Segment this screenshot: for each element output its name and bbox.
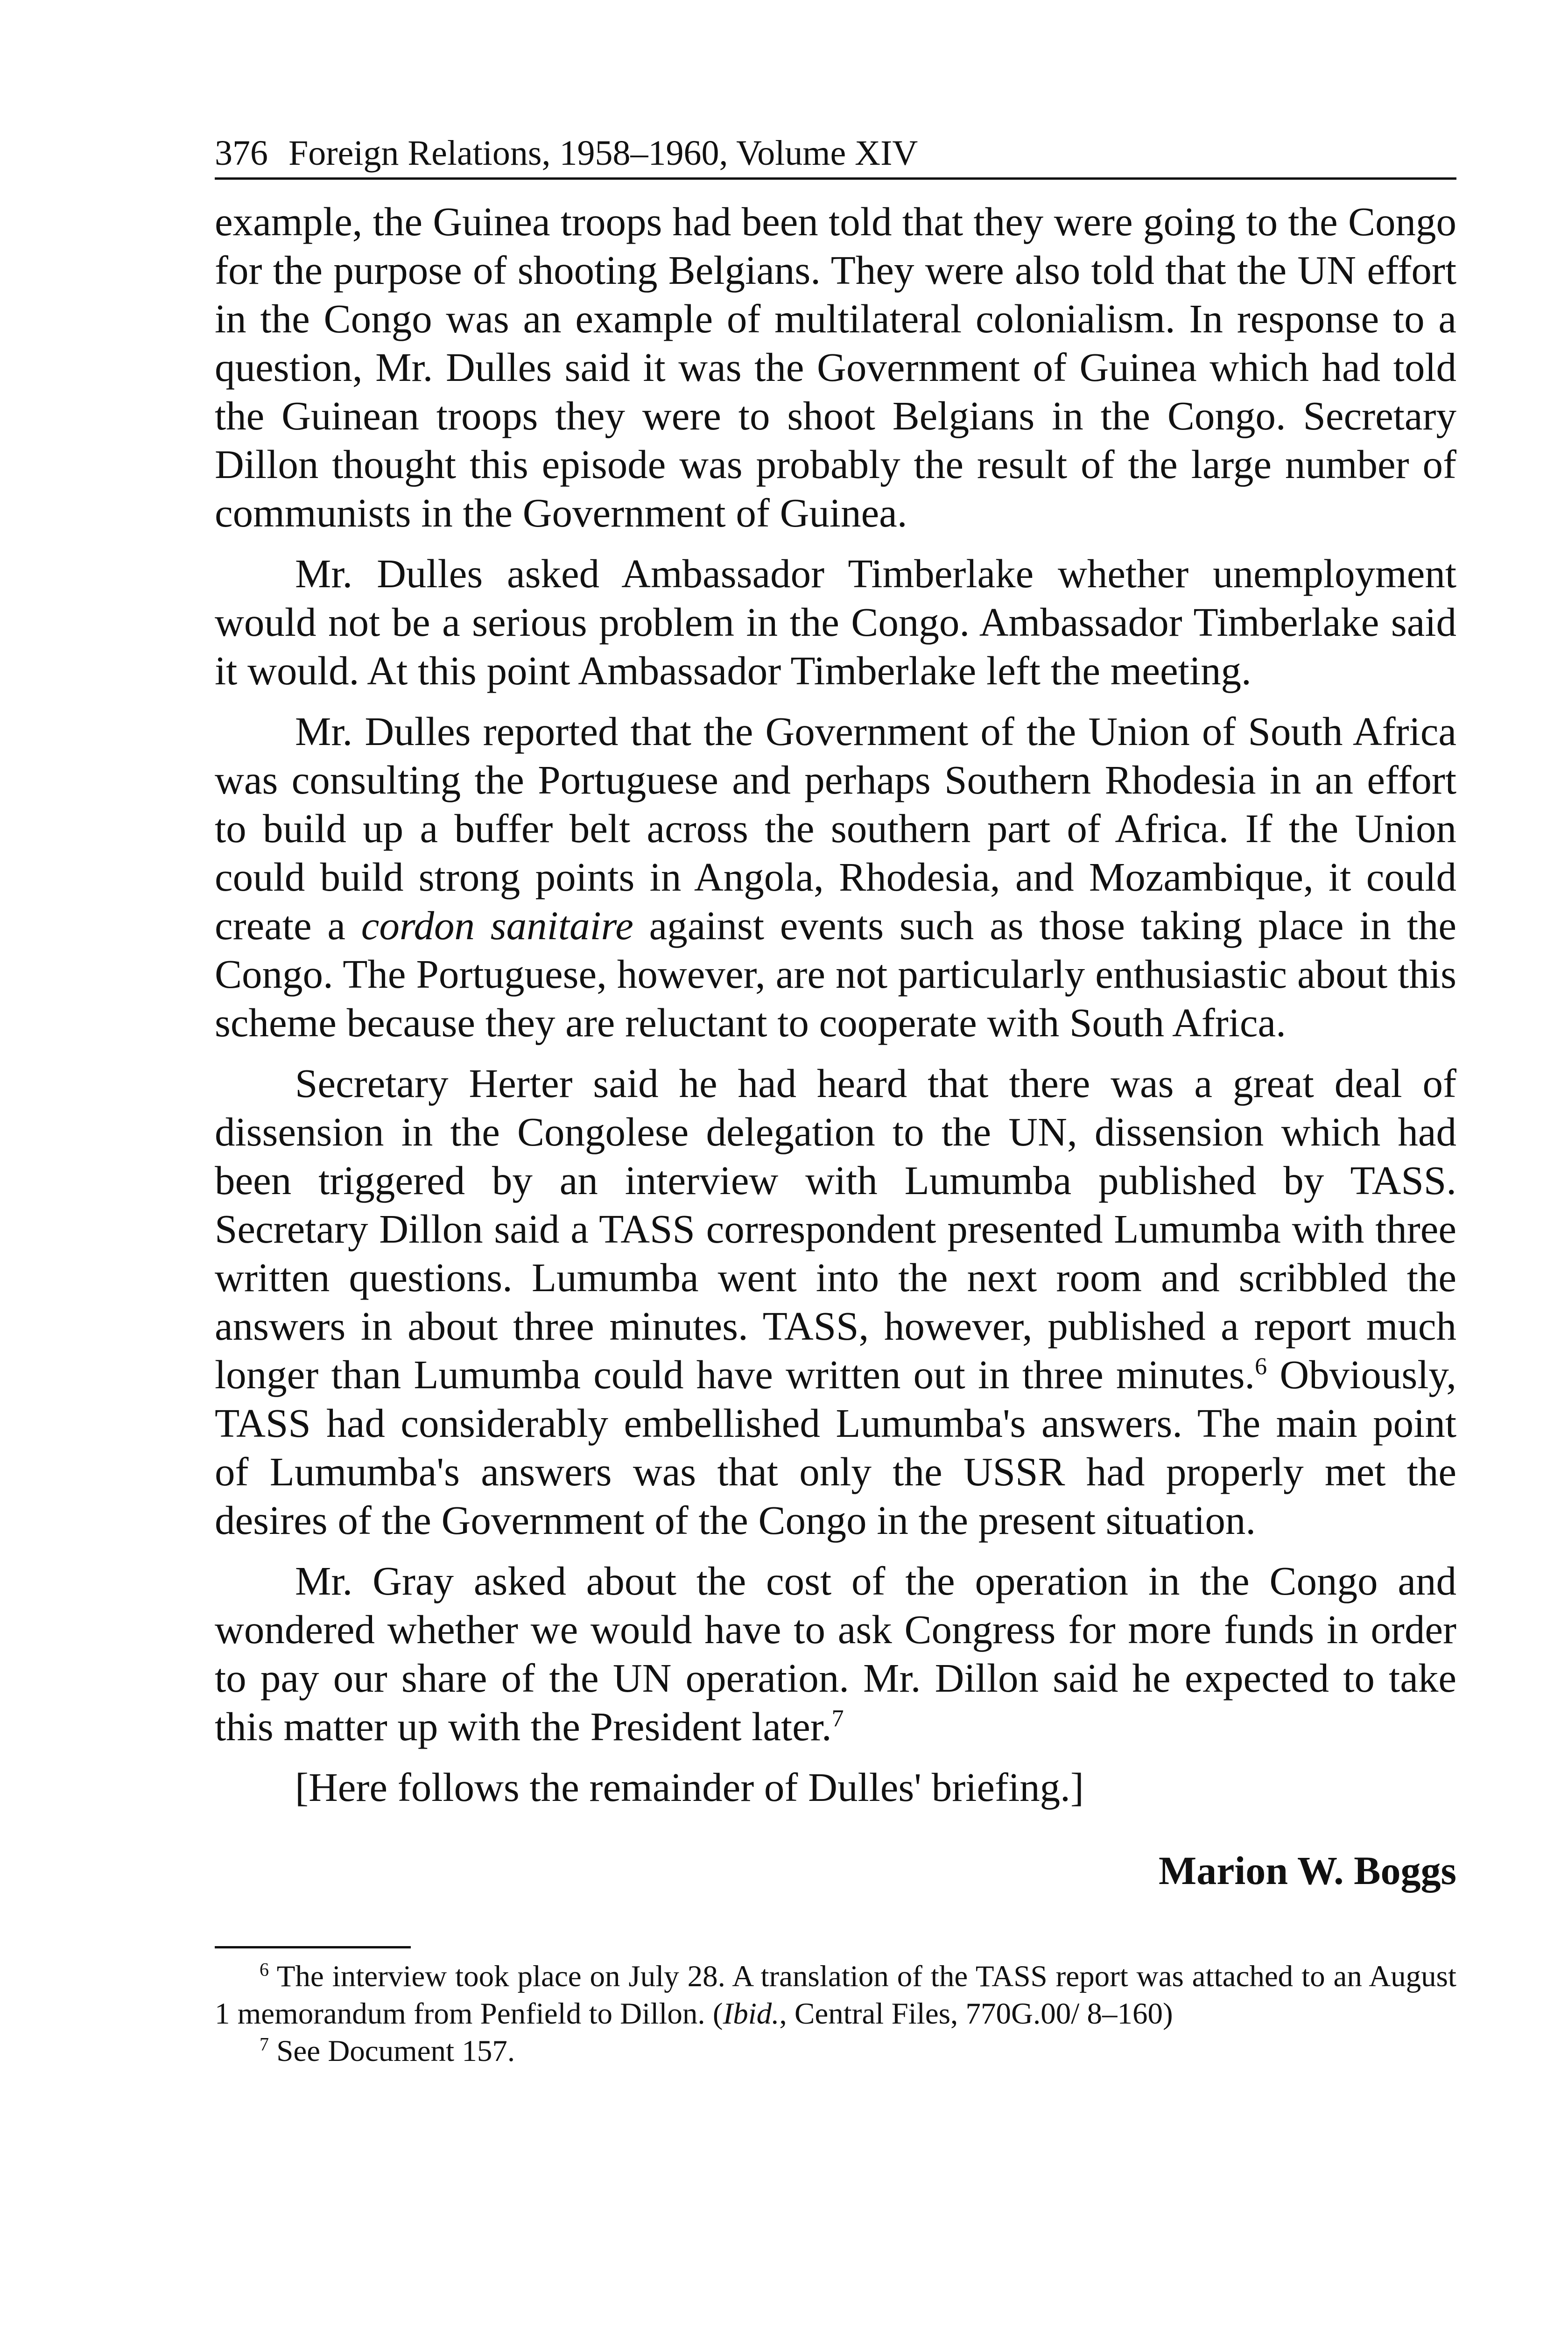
- paragraph-5-text: Mr. Gray asked about the cost of the operation in the Congo and wondered whether we would have to ask Congress for more funds in order to pay our share of the UN operation. Mr. Dillon said he expected to take this matter up with the President later.: [215, 1558, 1456, 1749]
- paragraph-3-emphasis: cordon sanitaire: [361, 903, 633, 948]
- footnote-7: [215, 2032, 1456, 2070]
- page-number: 376: [215, 134, 268, 173]
- footnote-ref-6[interactable]: 6: [1255, 1353, 1267, 1380]
- document-page: [215, 135, 1456, 2070]
- paragraph-1: example, the Guinea troops had been told that they were going to the Congo for the purpose of shooting Belgians. They were also told that the UN effort in the Congo was an example of multilateral colonialism. In response to a question, Mr. Dulles said it was the Government of Guinea which had told the Guinean troops they were to shoot Belgians in the Congo. Secretary Dillon thought this episode was probably the result of the large number of communists in the Government of Guinea.: [215, 199, 1456, 535]
- footnotes: [215, 1958, 1456, 2070]
- footnote-6-ibid: Ibid.: [723, 1997, 780, 2031]
- paragraph-5: [215, 1557, 1456, 1751]
- footnote-6-mark: 6: [260, 1959, 269, 1980]
- footnote-divider: [215, 1946, 411, 1948]
- paragraph-3-text-a: Mr. Dulles reported that the Government of the Union of South Africa was consulting the Portuguese and perhaps Southern Rhodesia in an effort to build up a buffer belt across the southern part of Africa. If the Union could build strong points in Angola, Rhodesia, and Mozambique, it could create a: [215, 709, 1456, 948]
- paragraph-4: [215, 1059, 1456, 1545]
- paragraph-2: Mr. Dulles asked Ambassador Timberlake whether unemployment would not be a serious problem in the Congo. Ambassador Timberlake said it would. At this point Ambassador Timberlake left the meeting.: [215, 551, 1456, 693]
- paragraph-4-text-b: Obviously, TASS had considerably embellished Lumumba's answers. The main point of Lumumba's answers was that only the USSR had properly met the desires of the Government of the Congo in the present situation.: [215, 1352, 1456, 1543]
- running-title: Foreign Relations, 1958–1960, Volume XIV: [288, 134, 918, 173]
- paragraph-4-text-a: Secretary Herter said he had heard that there was a great deal of dissension in the Congolese delegation to the UN, dissension which had been triggered by an interview with Lumumba published by TASS. Secretary Dillon said a TASS correspondent presented Lumumba with three written questions. Lumumba went into the next room and scribbled the answers in about three minutes. TASS, however, published a report much longer than Lumumba could have written out in three minutes.: [215, 1061, 1456, 1397]
- footnote-6-text-a: The interview took place on July 28. A translation of the TASS report was attached to an August 1 memorandum from Penfield to Dillon. (: [215, 1960, 1456, 2031]
- paragraph-3: [215, 707, 1456, 1047]
- footnote-7-mark: 7: [260, 2033, 269, 2055]
- body-text: [215, 197, 1456, 1812]
- footnote-6: [215, 1958, 1456, 2032]
- running-header: [215, 135, 1456, 180]
- footnote-7-text: See Document 157.: [269, 2034, 515, 2068]
- footnote-6-text-b: , Central Files, 770G.00/ 8–160): [779, 1997, 1173, 2031]
- footnote-ref-7[interactable]: 7: [831, 1705, 844, 1732]
- signature: Marion W. Boggs: [1159, 1848, 1456, 1893]
- paragraph-3-text-b: against events such as those taking place in the Congo. The Portuguese, however, are not particularly enthusiastic about this scheme because they are reluctant to cooperate with South Africa.: [215, 903, 1456, 1045]
- paragraph-6: [Here follows the remainder of Dulles' briefing.]: [295, 1765, 1084, 1810]
